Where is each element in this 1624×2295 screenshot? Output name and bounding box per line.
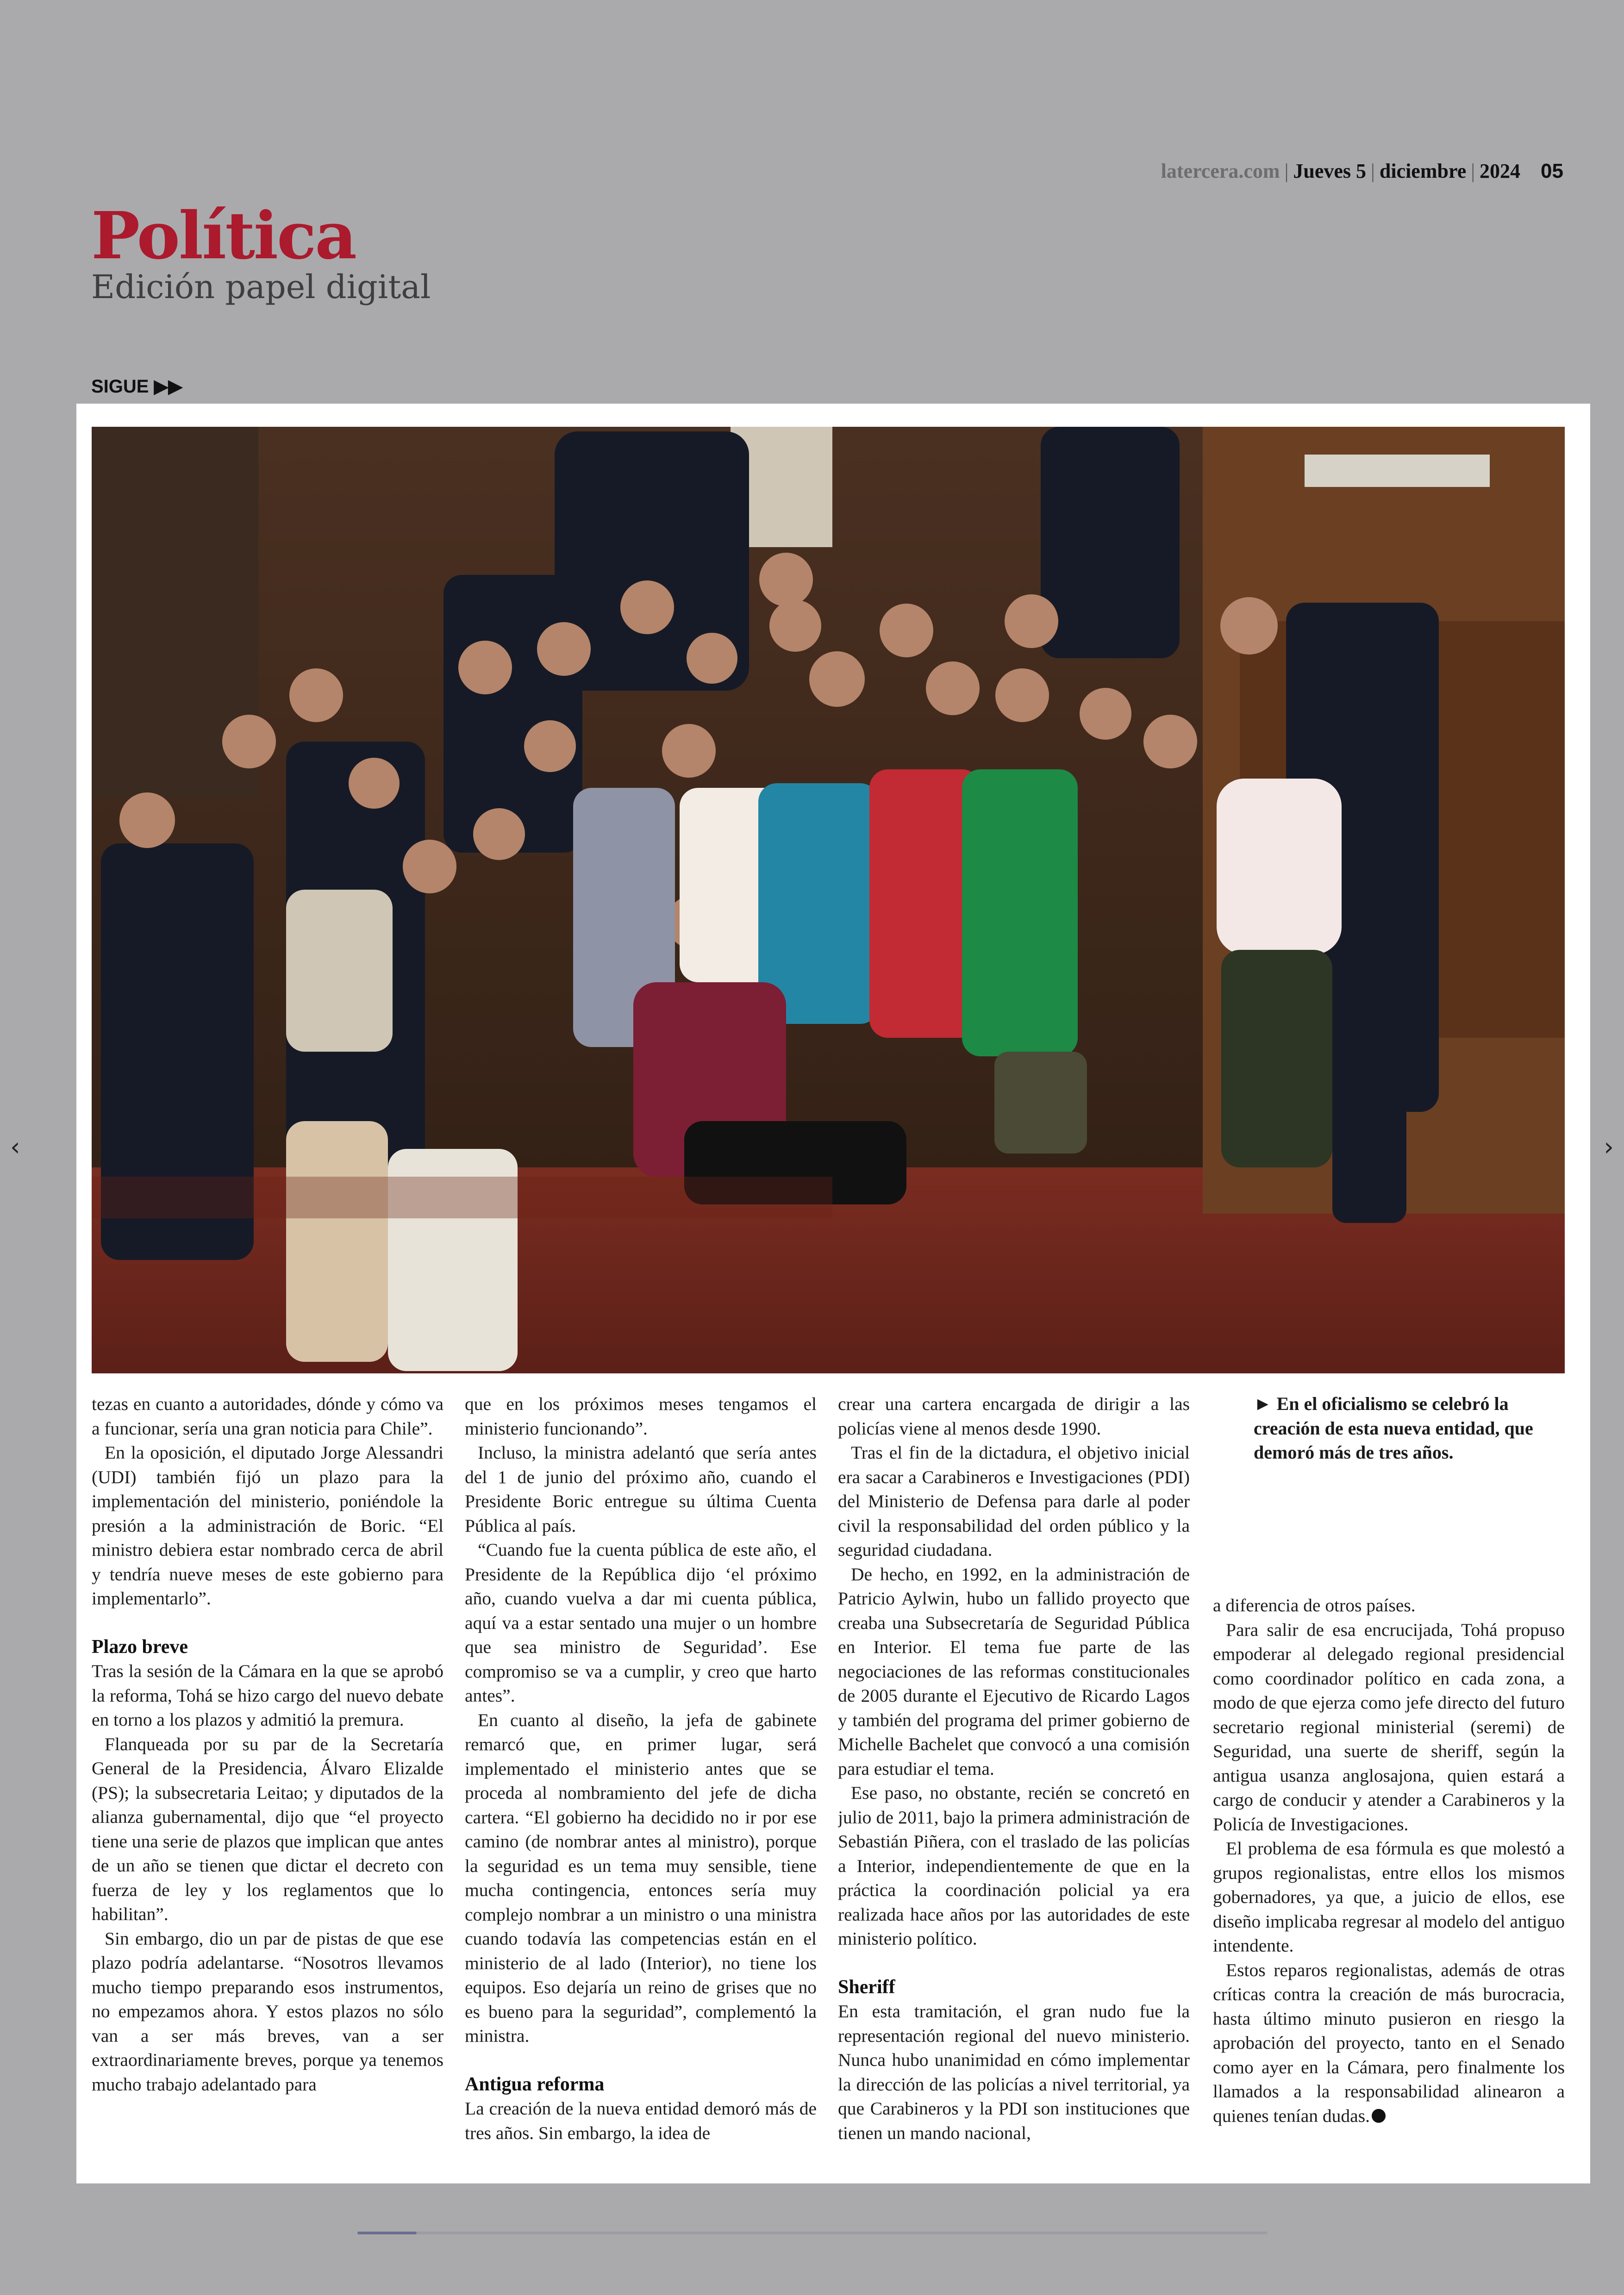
- reading-progress-bar[interactable]: [357, 2232, 1268, 2234]
- end-mark-icon: [1372, 2109, 1386, 2123]
- date-year: 2024: [1480, 160, 1521, 182]
- date-day: Jueves 5: [1293, 160, 1367, 182]
- prev-page-icon[interactable]: ‹: [10, 1132, 20, 1161]
- separator: |: [1284, 160, 1289, 182]
- article-paragraph: a diferencia de otros países.: [1213, 1595, 1416, 1615]
- next-page-icon[interactable]: ›: [1604, 1132, 1614, 1161]
- continue-label[interactable]: SIGUE ▶▶: [91, 376, 183, 397]
- article-paragraph: De hecho, en 1992, en la administración de Patricio Aylwin, hubo un fallido proyecto que creaba una Subsecretaría de Seguridad Pública en Interior. El tema fue parte de las negociaciones de las reformas constitucionales de 2005 durante el Ejecutivo de Ricardo Lagos y también del programa del primer gobierno de Michelle Bachelet que convocó a una comisión para estudiar el tema.: [838, 1564, 1190, 1779]
- article-paragraph: Incluso, la ministra adelantó que sería antes del 1 de junio del próximo año, cuando el Presidente Boric entregue su última Cuenta Pública al país.: [465, 1442, 817, 1536]
- site-link[interactable]: latercera.com: [1161, 160, 1280, 182]
- group-photo-icon: [92, 427, 1565, 1373]
- article-paragraph: El problema de esa fórmula es que molestó a grupos regionalistas, entre ellos los mismos gobernadores, ya que, a juicio de ellos, ese diseño implicaba regresar al modelo del antiguo intendente.: [1213, 1838, 1565, 1956]
- section-title: Política: [91, 198, 356, 274]
- article-column-2: [465, 1392, 817, 2170]
- article-column-3: [838, 1392, 1190, 2170]
- article-column-4: [1213, 1392, 1565, 2170]
- section-heading: Plazo breve: [92, 1636, 188, 1658]
- reading-progress-fill: [357, 2232, 417, 2234]
- article-paragraph: Ese paso, no obstante, recién se concretó en julio de 2011, bajo la primera administración de Sebastián Piñera, con el traslado de las policías a Interior, independientemente de que en la práctica la coordinación policial ya era realizada hace años por las autoridades de este ministerio político.: [838, 1783, 1190, 1949]
- photo-caption: ► En el oficialismo se celebró la creación de esta nueva entidad, que demoró más de tres años.: [1254, 1393, 1533, 1463]
- article-page: [76, 404, 1590, 2183]
- article-paragraph: Tras el fin de la dictadura, el objetivo inicial era sacar a Carabineros e Investigaciones (PDI) del Ministerio de Defensa para darle al poder civil la responsabilidad del orden público y la seguridad ciudadana.: [838, 1442, 1190, 1560]
- date-month: diciembre: [1379, 160, 1467, 182]
- section-heading: Antigua reforma: [465, 2073, 605, 2095]
- masthead: [91, 160, 1563, 324]
- dateline: [1161, 157, 1563, 185]
- article-paragraph: En cuanto al diseño, la jefa de gabinete remarcó que, en primer lugar, será implementado el ministerio antes que se proceda al nombramiento del jefe de dicha cartera. “El gobierno ha decidido no ir por ese camino (de nombrar antes al ministro), porque la seguridad es un tema muy sensible, tiene mucha contingencia, entonces sería muy complejo nombrar a un ministro o una ministra cuando todavía las competencias están en el ministerio de al lado (Interior), no tiene los equipos. Eso dejaría un reino de grises que no es bueno para la seguridad”, complementó la ministra.: [465, 1709, 817, 2046]
- article-paragraph: En esta tramitación, el gran nudo fue la representación regional del nuevo ministerio. Nunca hubo unanimidad en cómo implementar la dirección de las policías a nivel territorial, ya que Carabineros y la PDI son instituciones que tienen un mando nacional,: [838, 2001, 1190, 2143]
- article-paragraph: Sin embargo, dio un par de pistas de que ese plazo podría adelantarse. “Nosotros llevamos mucho tiempo preparando esos instrumentos, no empezamos ahora. Y estos plazos no sólo van a ser más breves, van a ser extraordinariamente breves, porque ya tenemos mucho trabajo adelantado para: [92, 1928, 443, 2095]
- article-column-1: [92, 1392, 443, 2170]
- article-paragraph: Para salir de esa encrucijada, Tohá propuso empoderar al delegado regional presidencial como coordinador político en cada zona, a modo de que ejerza como jefe directo del futuro secretario regional ministerial (seremi) de Seguridad, una suerte de sheriff, según la antigua usanza anglosajona, quien estará a cargo de conducir y atender a Carabineros y la Policía de Investigaciones.: [1213, 1619, 1565, 1834]
- article-paragraph: que en los próximos meses tengamos el ministerio funcionando”.: [465, 1394, 817, 1439]
- article-paragraph: “Cuando fue la cuenta pública de este año, el Presidente de la República dijo ‘el próximo año, cuando vuelva a dar mi cuenta pública, aquí va a estar sentado una mujer o un hombre que sea ministro de Seguridad’. Ese compromiso se va a cumplir, y creo que harto antes”.: [465, 1540, 817, 1706]
- article-paragraph: Estos reparos regionalistas, además de otras críticas contra la creación de más burocracia, hasta último minuto pusieron en riesgo la aprobación del proyecto, tanto en el Senado como ayer en la Cámara, pero finalmente los llamados a la responsabilidad alinearon a quienes tenían dudas.: [1213, 1959, 1565, 2126]
- section-subtitle: Edición papel digital: [91, 268, 431, 306]
- article-paragraph: crear una cartera encargada de dirigir a las policías viene al menos desde 1990.: [838, 1394, 1190, 1439]
- article-paragraph: Flanqueada por su par de la Secretaría General de la Presidencia, Álvaro Elizalde (PS); la subsecretaria Leitao; y diputados de la alianza gubernamental, dijo que “el proyecto tiene una serie de plazos que implican que antes de un año se tienen que dictar el decreto con fuerza de ley y los reglamentos que lo habilitan”.: [92, 1734, 443, 1924]
- separator: |: [1371, 160, 1375, 182]
- article-paragraph: En la oposición, el diputado Jorge Alessandri (UDI) también fijó un plazo para la implementación del ministerio, poniéndole la presión a la administración de Boric. “El ministro debiera estar nombrado cerca de abril y tendría nueve meses de este gobierno para implementarlo”.: [92, 1442, 443, 1609]
- article-columns: [92, 1392, 1565, 2170]
- article-paragraph: La creación de la nueva entidad demoró más de tres años. Sin embargo, la idea de: [465, 2098, 817, 2143]
- article-paragraph: Tras la sesión de la Cámara en la que se aprobó la reforma, Tohá se hizo cargo del nuevo debate en torno a los plazos y admitió la premura.: [92, 1661, 443, 1730]
- section-heading: Sheriff: [838, 1976, 895, 1998]
- page-number: 05: [1541, 160, 1563, 182]
- separator: |: [1471, 160, 1475, 182]
- article-paragraph: tezas en cuanto a autoridades, dónde y cómo va a funcionar, sería una gran noticia para Chile”.: [92, 1394, 443, 1439]
